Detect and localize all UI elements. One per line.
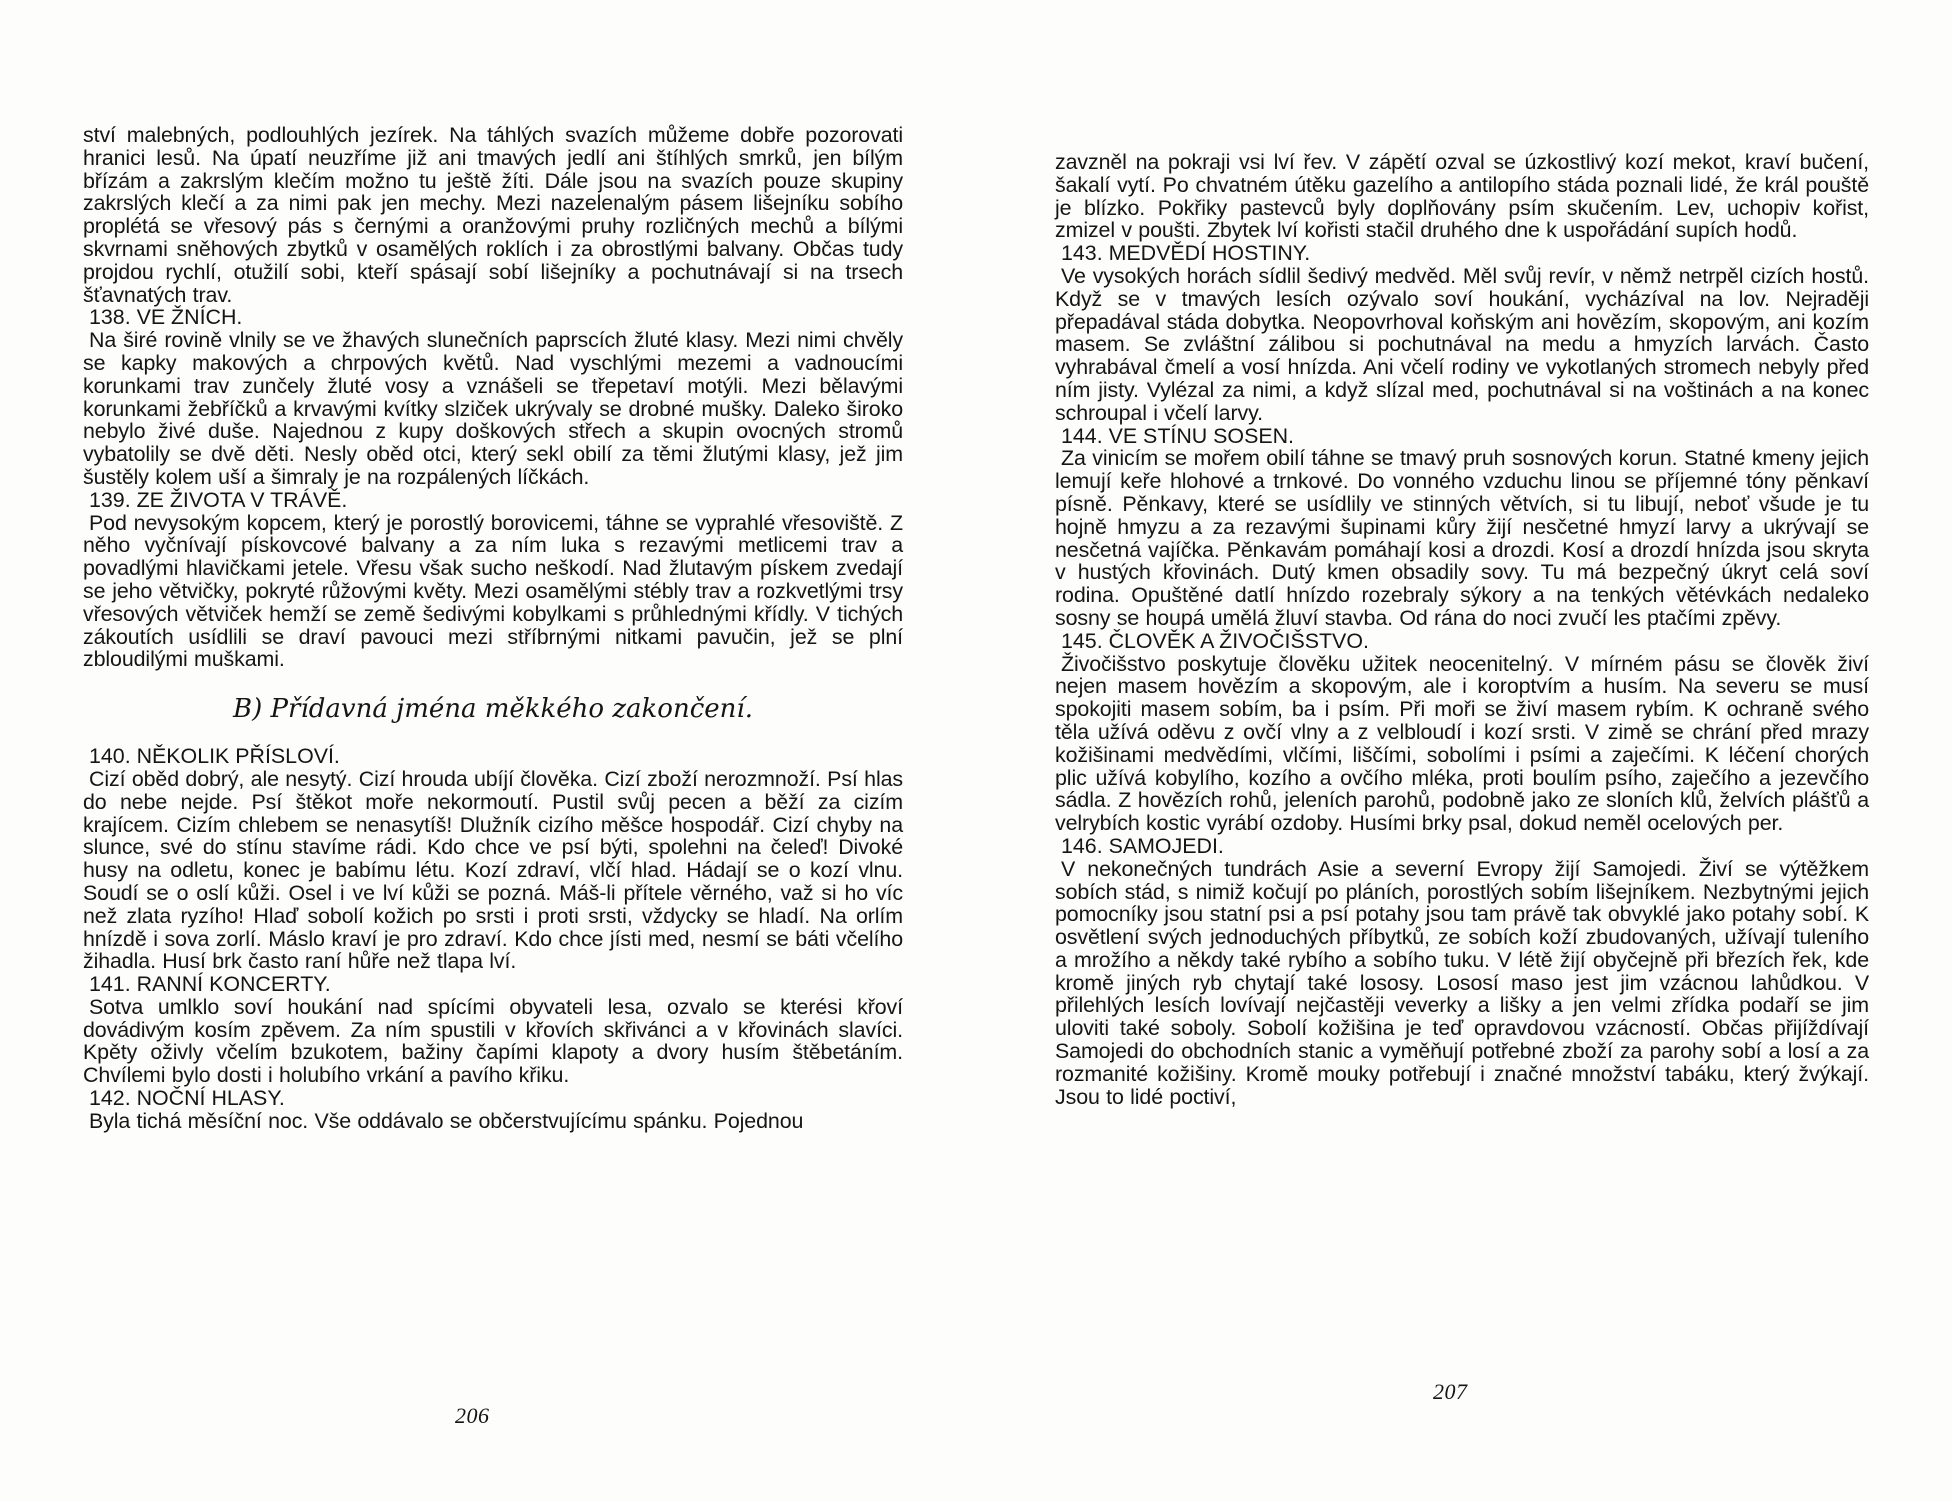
exercise-heading: 146. SAMOJEDI. xyxy=(1061,833,1224,858)
exercise-heading: 142. NOČNÍ HLASY. xyxy=(89,1086,285,1111)
left-page-text-column xyxy=(83,124,903,1133)
text-paragraph: Sotva umlklo soví houkání nad spícími obyvateli lesa, ozvalo se kterési křoví dovádivým kosím zpěvem. Za ním spustili v křovích skřivánci a v křovinách slavíci. Kpěty oživly včelím bzukotem, bažiny čapími klapoty a dvory husím štěbetáním. Chvílemi bylo dosti i holubího vrkání a pavího křiku. xyxy=(83,994,903,1088)
text-paragraph: Na širé rovině vlnily se ve žhavých slunečních paprscích žluté klasy. Mezi nimi chvěly se kapky makových a chrpových květů. Nad vyschlými mezemi a vadnoucími korunkami trav zunčely žluté vosy a vznášeli se třepetaví motýli. Mezi bělavými korunkami žebříčků a krvavými kvítky slziček ukrývaly se drobné mušky. Daleko široko nebylo živé duše. Najednou z kupy doškových střech a skupin ovocných stromů vybatolily se dvě děti. Nesly oběd otci, který sekl obilí za těmi žlutými klasy, jež jim šustěly kolem uší a šimraly je na rozpálených líčkách. xyxy=(83,328,903,489)
text-paragraph: Živočišstvo poskytuje člověku užitek neocenitelný. V mírném pásu se člověk živí nejen masem hovězím a skopovým, ale i koroptvím a husím. Na severu se musí spokojiti masem sobím, ba i psím. Při moři se živí masem rybím. K ochraně svého těla užívá oděvu z ovčí vlny a z velbloudí i kozí srsti. V zimě se chrání před mrazy kožišinami medvědími, vlčími, liščími, sobolími i psími a zaječími. K léčení chorých plic užívá kobylího, kozího a ovčího mléka, proti boulím psího, zaječího a jezevčího sádla. Z hovězích rohů, jeleních parohů, podobně jako ze sloních klů, želvích plášťů a velrybích kostic vyrábí ozdoby. Husími brky psal, dokud neměl ocelových per. xyxy=(1055,651,1869,836)
text-paragraph: Cizí oběd dobrý, ale nesytý. Cizí hrouda ubíjí člověka. Cizí zboží nerozmnoží. Psí hlas do nebe nejde. Psí štěkot moře nekormoutí. Pustil svůj pecen a běží za cizím krajícem. Cizím chlebem se nenasytíš! Dlužník cizího měšce hospodář. Cizí chyby na slunce, své do stínu stavíme rádi. Kdo chce ve psí býti, spolehni na čeleď! Divoké husy na odletu, konec je babímu létu. Kozí zdraví, vlčí hlad. Hádají se o kozí vlnu. Soudí se o oslí kůži. Osel i ve lví kůži se pozná. Máš-li přítele věrného, važ si ho víc než zlata ryzího! Hlaď sobolí kožich po srsti i proti srsti, vždycky se hladí. Na orlím hnízdě i sova zorlí. Máslo kraví je pro zdraví. Kdo chce jísti med, nesmí se báti včelího žihadla. Husí brk často raní hůře než tlapa lví. xyxy=(83,766,903,974)
exercise-heading: 141. RANNÍ KONCERTY. xyxy=(89,972,331,997)
text-paragraph: Za vinicím se mořem obilí táhne se tmavý pruh sosnových korun. Statné kmeny jejich lemují keře hlohové a trnkové. Do vonného vzduchu linou se příjemné tóny pěnkaví písně. Pěnkavy, které se usídlily ve stinných větvích, si tu libují, neboť všude je tu hojně hmyzu a za rezavými šupinami kůry žijí nesčetné hmyzí larvy a ukrývají se nesčetná vajíčka. Pěnkavám pomáhají kosi a drozdi. Kosí a drozdí hnízda jsou skryta v hustých křovinách. Dutý kmen obsadily sovy. Tu má bezpečný úkryt celá soví rodina. Opuštěné datlí hnízdo rozebraly sýkory a na tenkých větévkách nedaleko sosny se houpá umělá žluví stavba. Od rána do noci zvučí les ptačími zpěvy. xyxy=(1055,446,1869,630)
text-paragraph: Ve vysokých horách sídlil šedivý medvěd. Měl svůj revír, v němž netrpěl cizích hostů. Když se v tmavých lesích ozývalo soví houkání, vycházíval na lov. Nejraději přepadával stáda dobytka. Neopovrhoval koňským ani hovězím, skopovým, ani kozím masem. Se zvláštní zálibou si pochutnával na medu a hmyzích larvách. Často vyhrabával čmelí a vosí hnízda. Ani včelí rodiny ve vykotlaných stromech nebyly před ním jisty. Vylézal za nimi, a když slízal med, pochutnával si na voštinách a na konec schroupal i včelí larvy. xyxy=(1055,263,1869,425)
text-paragraph: ství malebných, podlouhlých jezírek. Na táhlých svazích můžeme dobře pozorovati hranici lesů. Na úpatí neuzříme již ani tmavých jedlí ani štíhlých smrků, jen bílým břízám a zakrslým klečím možno tu ještě žíti. Dále jsou na svazích pouze skupiny zakrslých klečí a za nimi pak jen mechy. Mezi nazelenalým pásem lišejníku sobího proplétá se vřesový pás s černými a oranžovými pruhy rozličných mechů a bílými skvrnami sněhových zbytků v osamělých roklích i za obrostlými balvany. Občas tudy projdou rychlí, otužilí sobi, kteří spásají sobí lišejníky a pochutnávají si na trsech šťavnatých trav. xyxy=(83,123,903,307)
page-number: 206 xyxy=(455,1403,490,1428)
exercise-heading: 138. VE ŽNÍCH. xyxy=(89,305,243,330)
right-page xyxy=(976,0,1952,1501)
text-paragraph: zavzněl na pokraji vsi lví řev. V zápětí ozval se úzkostlivý kozí mekot, kraví bučení, šakalí vytí. Po chvatném útěku gazelího a antilopího stáda poznali lidé, že král pouště je blízko. Pokřiky pastevců byly doplňovány psím skučením. Lev, uchopiv kořist, zmizel v poušti. Zbytek lví kořisti stačil druhého dne k uspořádání supích hodů. xyxy=(1055,150,1869,243)
exercise-heading: 144. VE STÍNU SOSEN. xyxy=(1061,423,1294,448)
text-paragraph: V nekonečných tundrách Asie a severní Evropy žijí Samojedi. Živí se výtěžkem sobích stád, s nimiž kočují po pláních, porostlých sobím lišejníkem. Nezbytnými jejich pomocníky jsou statní psi a psí potahy jsou tam právě tak obvyklé jako potahy sobí. K osvětlení svých jednoduchých příbytků, ze sobích koží zbudovaných, užívají tuleního a mrožího a někdy také rybího a sobího tuku. V létě žijí obyčejně při březích řek, kde kromě jiných ryb chytají také lososy. Lososí maso jest jim vzácnou lahůdkou. V přilehlých lesích lovívají nejčastěji veverky a lišky a jen velmi zřídka podaří se jim uloviti také soboly. Sobolí kožišina je teď opravdovou vzácností. Občas přijíždívají Samojedi do obchodních stanic a vyměňují potřebné zboží za parohy sobí a losí a za rozmanité kožišiny. Kromě mouky potřebují i značné množství tabáku, který žvýkají. Jsou to lidé poctiví, xyxy=(1055,856,1869,1109)
exercise-heading: 139. ZE ŽIVOTA V TRÁVĚ. xyxy=(89,487,348,512)
right-page-text-column xyxy=(1055,151,1869,1108)
exercise-heading: 145. ČLOVĚK A ŽIVOČIŠSTVO. xyxy=(1061,628,1369,653)
page-number: 207 xyxy=(1433,1379,1468,1404)
section-title: B) Přídavná jména měkkého zakončení. xyxy=(233,694,753,725)
exercise-heading: 140. NĚKOLIK PŘÍSLOVÍ. xyxy=(89,744,340,769)
text-paragraph: Pod nevysokým kopcem, který je porostlý borovicemi, táhne se vyprahlé vřesoviště. Z něho vyčnívají pískovcové balvany a za ním luka s rezavými metlicemi trav a povadlými hlavičkami jetele. Vřesu však sucho neškodí. Nad žlutavým pískem zvedají se jeho větvičky, pokryté růžovými květy. Mezi osamělými stébly trav a rozkvetlými trsy vřesových větviček hemží se země šedivými kobylkami s průhlednými křídly. V tichých zákoutích usídlili se draví pavouci mezi stříbrnými nitkami pavučin, jež se plní zbloudilými muškami. xyxy=(83,510,903,672)
exercise-heading: 143. MEDVĚDÍ HOSTINY. xyxy=(1061,241,1311,266)
text-paragraph: Byla tichá měsíční noc. Vše oddávalo se občerstvujícímu spánku. Pojednou xyxy=(89,1108,804,1133)
